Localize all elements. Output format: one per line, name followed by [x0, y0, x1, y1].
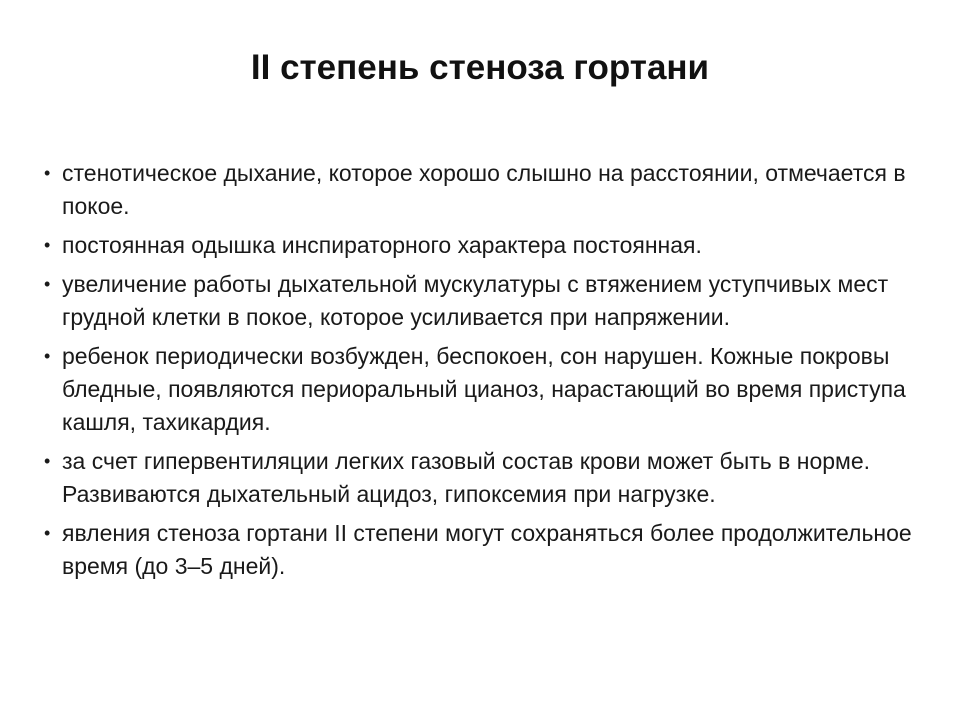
bullet-item	[42, 268, 922, 334]
bullet-text: за счет гипервентиляции легких газовый состав крови может быть в норме. Развиваются дыхательный ацидоз, гипоксемия при нагрузке.	[62, 448, 871, 507]
bullet-item	[42, 229, 922, 262]
bullet-text: явления стеноза гортани II степени могут сохраняться более продолжительное время (до 3–5 дней).	[62, 520, 912, 579]
bullet-item	[42, 445, 922, 511]
bullet-icon: •	[44, 235, 51, 255]
bullet-item	[42, 340, 922, 439]
slide-title: II степень стеноза гортани	[250, 48, 710, 87]
bullet-text: стенотическое дыхание, которое хорошо слышно на расстоянии, отмечается в покое.	[62, 160, 906, 219]
bullet-icon: •	[44, 163, 51, 183]
bullet-text: постоянная одышка инспираторного характера постоянная.	[62, 232, 702, 258]
bullet-text: увеличение работы дыхательной мускулатуры с втяжением уступчивых мест грудной клетки в покое, которое усиливается при напряжении.	[62, 271, 889, 330]
bullet-icon: •	[44, 274, 51, 294]
bullet-icon: •	[44, 451, 51, 471]
bullet-item	[42, 517, 922, 583]
bullet-text: ребенок периодически возбужден, беспокоен, сон нарушен. Кожные покровы бледные, появляются периоральный цианоз, нарастающий во время приступа кашля, тахикардия.	[62, 343, 906, 435]
bullet-item	[42, 157, 922, 223]
bullet-icon: •	[44, 346, 51, 366]
bullet-icon: •	[44, 523, 51, 543]
bullet-list	[42, 157, 922, 589]
